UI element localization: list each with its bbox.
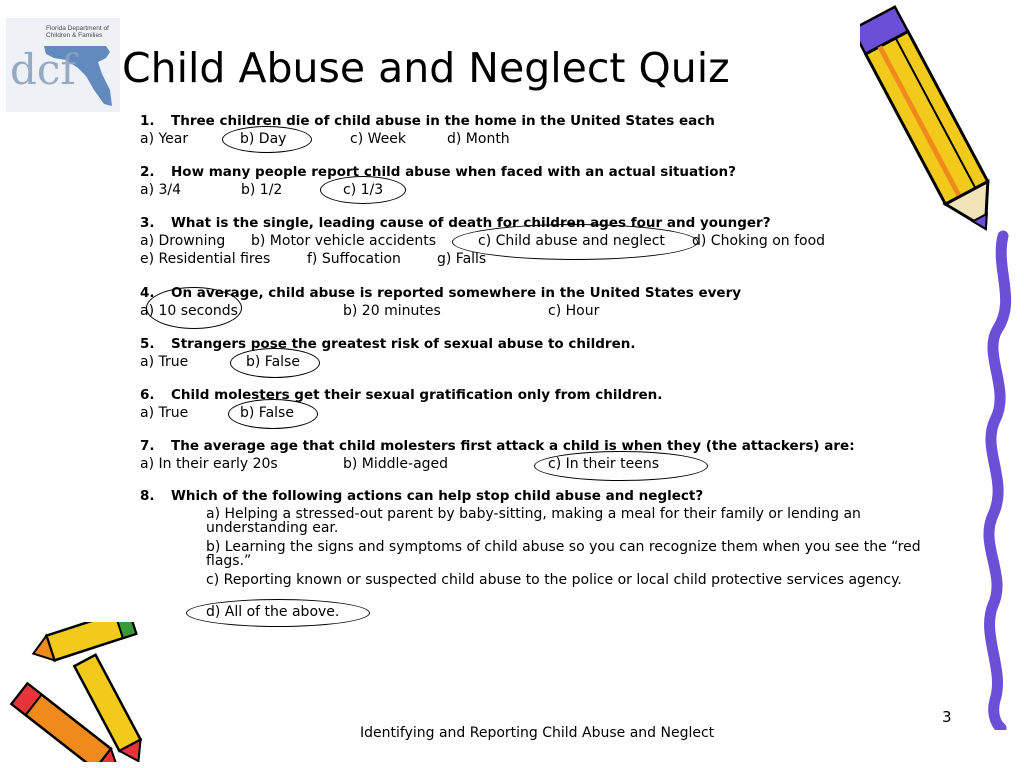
answer-circle-2 (320, 176, 406, 204)
answer-8b: b) Learning the signs and symptoms of child abuse so you can recognize them when you see the “red flags.” (206, 539, 921, 569)
answer-7a: a) In their early 20s (140, 456, 278, 472)
answer-3a: a) Drowning (140, 233, 226, 249)
question-number: 1. (140, 113, 155, 129)
answer-1b: b) Day (240, 131, 287, 147)
question-1 (140, 113, 715, 130)
question-3 (140, 215, 771, 232)
answer-4b: b) 20 minutes (343, 303, 441, 319)
question-number: 8. (140, 488, 155, 504)
logo-line-2: Children & Families (46, 32, 103, 39)
question-text: The average age that child molesters first attack a child is when they (the attackers) are: (171, 438, 855, 454)
crayons-icon (2, 622, 154, 762)
answer-8d: d) All of the above. (206, 604, 340, 620)
answer-1d: d) Month (447, 131, 510, 147)
question-2 (140, 164, 736, 181)
question-7 (140, 438, 855, 455)
question-5 (140, 336, 635, 353)
footer-text: Identifying and Reporting Child Abuse and Neglect (360, 725, 715, 741)
answer-1a: a) Year (140, 131, 189, 147)
squiggle-line-icon (925, 230, 1020, 730)
answer-5a: a) True (140, 354, 189, 370)
answer-1c: c) Week (350, 131, 406, 147)
answer-4c: c) Hour (548, 303, 600, 319)
answer-3g: g) Falls (437, 251, 487, 267)
dcf-logo (6, 18, 120, 112)
answer-circle-3 (452, 224, 698, 260)
answer-circle-6 (228, 399, 318, 429)
answer-3e: e) Residential fires (140, 251, 271, 267)
page-title: Child Abuse and Neglect Quiz (122, 44, 730, 92)
answer-circle-5 (230, 348, 320, 378)
question-number: 5. (140, 336, 155, 352)
logo-line-1: Florida Department of (46, 25, 109, 32)
answer-3f: f) Suffocation (307, 251, 401, 267)
question-text: Three children die of child abuse in the home in the United States each (171, 113, 715, 129)
question-number: 6. (140, 387, 155, 403)
question-text: What is the single, leading cause of death for children ages four and younger? (171, 215, 771, 231)
answer-7b: b) Middle-aged (343, 456, 449, 472)
answer-7c: c) In their teens (548, 456, 660, 472)
answer-circle-8 (186, 599, 370, 627)
logo-letters: dcf (10, 45, 76, 94)
answer-3d: d) Choking on food (692, 233, 826, 249)
answer-6a: a) True (140, 405, 189, 421)
question-8 (140, 488, 703, 505)
answer-8c: c) Reporting known or suspected child abuse to the police or local child protective services agency. (206, 572, 902, 588)
pencil-icon (860, 2, 1000, 247)
question-number: 4. (140, 285, 155, 301)
answer-2a: a) 3/4 (140, 182, 182, 198)
logo-caption (46, 25, 109, 39)
question-text: Which of the following actions can help stop child abuse and neglect? (171, 488, 704, 504)
answer-circle-7 (534, 451, 708, 481)
answer-6b: b) False (240, 405, 294, 421)
question-text: On average, child abuse is reported somewhere in the United States every (171, 285, 742, 301)
answer-2b: b) 1/2 (241, 182, 283, 198)
question-number: 2. (140, 164, 155, 180)
answer-2c: c) 1/3 (343, 182, 384, 198)
page-number: 3 (942, 708, 952, 726)
question-text: Strangers pose the greatest risk of sexual abuse to children. (171, 336, 636, 352)
answer-circle-1 (222, 126, 312, 153)
question-text: How many people report child abuse when faced with an actual situation? (171, 164, 736, 180)
question-text: Child molesters get their sexual gratification only from children. (171, 387, 663, 403)
question-number: 7. (140, 438, 155, 454)
question-number: 3. (140, 215, 155, 231)
question-6 (140, 387, 662, 404)
answer-3c: c) Child abuse and neglect (478, 233, 665, 249)
answer-4a: a) 10 seconds (140, 303, 238, 319)
answer-3b: b) Motor vehicle accidents (251, 233, 437, 249)
answer-8a: a) Helping a stressed-out parent by baby-sitting, making a meal for their family or lending an understanding ear. (206, 506, 861, 536)
answer-circle-4 (146, 287, 242, 329)
answer-5b: b) False (246, 354, 300, 370)
